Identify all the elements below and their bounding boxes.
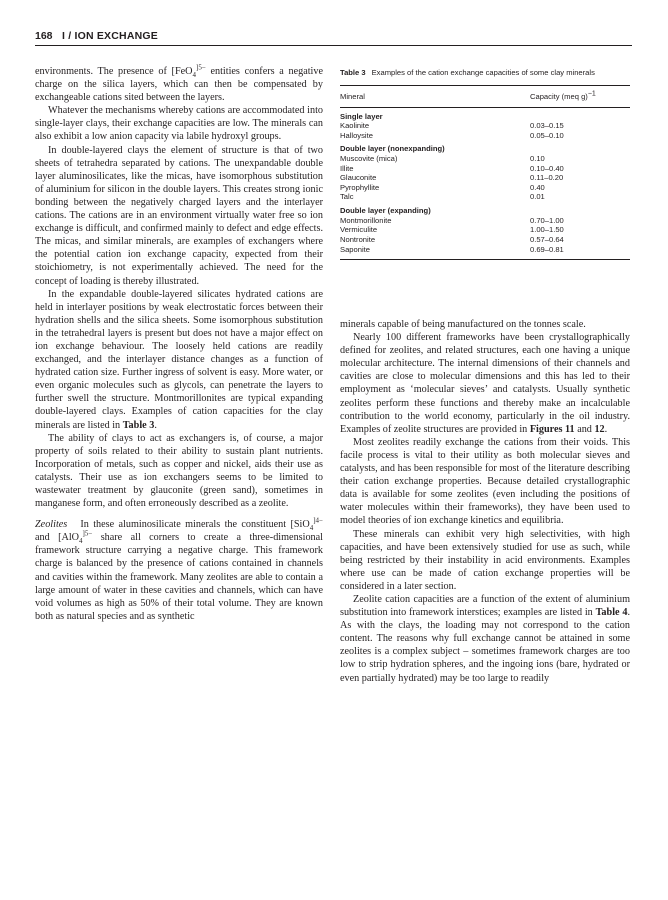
table-row [340, 216, 630, 226]
table-group-title: Double layer (expanding) [340, 206, 431, 216]
mineral-cell: Illite [340, 163, 354, 173]
table-3 [340, 68, 630, 260]
paragraph: Zeolite cation capacities are a function of the extent of aluminium substitution into framework interstices; examples are listed in Table 4. As with the clays, the loading may not correspond to the cation content. The reasons why full exchange cannot be attained in some zeolites is a complex subject – sometimes framework charges are too low to strip hydration spheres, and the ingoing ions (bare, hydrated or even partially hydrated) may be too large to readily [340, 593, 630, 684]
page-number: 168 [35, 30, 53, 42]
table-row [340, 154, 630, 164]
capacity-cell: 0.57–0.64 [530, 234, 564, 244]
table-row [340, 225, 630, 235]
mineral-cell: Muscovite (mica) [340, 154, 398, 164]
table-row [340, 173, 630, 183]
capacity-cell: 0.70–1.00 [530, 215, 564, 225]
capacity-cell: 0.10 [530, 154, 545, 164]
capacity-cell: 0.40 [530, 182, 545, 192]
zeolites-heading: Zeolites [35, 519, 68, 531]
right-column [340, 318, 630, 685]
capacity-cell: 0.11–0.20 [530, 173, 564, 183]
mineral-cell: Nontronite [340, 234, 376, 244]
paragraph: In double-layered clays the element of structure is that of two sheets of tetrahedra separated by cations. The unexpandable double layer aluminosilicates, like the micas, have isomorphous substitution of aluminium for silicon in the double layers. This creates strong ionic bonding between the negatively charged layers and the interlayer cations. The cations are in an environment virtually water free so ion exchange is difficult, and confirmed mainly to defect and edge effects. The micas, and similar minerals, are examples of exchangers where the potential cation ion exchange capacity, expected from their stoichiometry, is not experimentally achieved. The need for the concept of loading is thereby illustrated. [35, 144, 323, 287]
paragraph: environments. The presence of [FeO$_4^{]5-}$ entities confers a negative charge on the silica layers, which can then be compensated by exchangeable cations sited between the layers. [35, 63, 323, 104]
left-column [35, 65, 323, 623]
table-caption: Table 3 Examples of the cation exchange capacities of some clay minerals [340, 68, 595, 77]
mineral-cell: Talc [340, 192, 354, 202]
paragraph: Whatever the mechanisms whereby cations are accommodated into single-layer clays, their exchange capacities are low. The minerals can also exhibit a low anion capacity via labile hydroxyl groups. [35, 105, 323, 143]
figure-12-reference[interactable]: 12 [594, 423, 605, 435]
column-header-capacity: Capacity (meq g)$^{-1}$ [530, 89, 596, 101]
table-row [340, 131, 630, 141]
figure-11-reference[interactable]: Figures 11 [529, 423, 575, 435]
mineral-cell: Montmorillonite [340, 215, 392, 225]
table-header-row [340, 86, 630, 107]
mineral-cell: Halloysite [340, 130, 373, 140]
paragraph: minerals capable of being manufactured on the tonnes scale. [340, 319, 586, 330]
capacity-cell: 0.03–0.15 [530, 121, 564, 131]
table-bottom-rule [340, 259, 630, 260]
mineral-cell: Glauconite [340, 173, 377, 183]
capacity-cell: 0.01 [530, 192, 545, 202]
paragraph: The ability of clays to act as exchangers is, of course, a major property of soils related to their ability to sustain plant nutrients. Incorporation of metals, such as copper and nickel, aids their use as catalysts. Their use as ion exchangers seems to be limited to wastewater treatment by glauconite (green sand), sometimes in manganese form, and often erroneously described as a zeolite. [35, 432, 323, 510]
table-3-reference[interactable]: Table 3 [122, 419, 155, 431]
capacity-cell: 0.10–0.40 [530, 163, 564, 173]
table-row [340, 121, 630, 131]
table-row [340, 235, 630, 245]
header-rule [35, 45, 632, 46]
column-header-mineral: Mineral [340, 91, 365, 101]
table-label: Table 3 [340, 68, 366, 77]
capacity-cell: 1.00–1.50 [530, 225, 564, 235]
mineral-cell: Vermiculite [340, 225, 378, 235]
table-group-title: Double layer (nonexpanding) [340, 144, 445, 154]
table-row [340, 183, 630, 193]
paragraph: Nearly 100 different frameworks have been crystallographically defined for zeolites, and related structures, each one having a unique molecular architecture. The internal dimensions of their channels and cavities are close to molecular dimensions and this has led to their employment as ‘molecular sieves’ and catalysts. Usually synthetic zeolites perform these functions and thereby make an incalculable contribution to the world economy, particularly in the oil industry. Examples of zeolite structures are provided in Figures 11 and 12. [340, 332, 630, 435]
table-row [340, 245, 630, 255]
table-body [340, 112, 630, 255]
mineral-cell: Pyrophyllite [340, 182, 380, 192]
mineral-cell: Saponite [340, 244, 370, 254]
paragraph: In the expandable double-layered silicates hydrated cations are held in interlayer positions by weak electrostatic forces between their hydration shells and the silica sheets. Some isomorphous substitution in the tetrahedral layers is present but does not have a major effect on ion exchange behaviour. The loosely held cations are readily exchanged, and the interlayer distance changes as a function of hydrated cation size. Further ingress of solvent is easy. More water, or even organic molecules such as glycols, can penetrate the layers to further swell the structure. Montmorillonites are typical expanding double-layered clays. Examples of cation capacities for the clay minerals are listed in Table 3. [35, 288, 323, 431]
table-row [340, 192, 630, 202]
paragraph: Most zeolites readily exchange the cations from their voids. This facile process is vital to their utility as both molecular sieves and catalysts, and has been responsible for most of the literature describing their cation exchange properties. Because detailed crystallographic data is available for some zeolites (even including the positions of water molecules within their frameworks), they have been used to model theories of ion exchange kinetics and equilibria. [340, 436, 630, 527]
paragraph: Zeolites In these aluminosilicate minerals the constituent [SiO$_4^{]4-}$ and [AlO$_4^{]5-}$ share all corners to create a three-dimensional framework structure carrying a negative charge. This framework charge is balanced by the presence of cations contained in channels and cavities within the framework. Many zeolites are able to contain a large amount of water in these cavities and channels, which can have void volumes as high as 50% of their total volume. They are known both as natural species and as synthetic [35, 516, 323, 622]
capacity-cell: 0.05–0.10 [530, 130, 564, 140]
table-header-rule [340, 107, 630, 108]
capacity-cell: 0.69–0.81 [530, 244, 564, 254]
table-group-title: Single layer [340, 111, 383, 121]
running-title: I / ION EXCHANGE [62, 30, 158, 42]
table-row [340, 164, 630, 174]
paragraph: These minerals can exhibit very high selectivities, with high capacities, and have been extensively studied for use as such, while being restricted by their instability in acid environments. Examples where use can be made of cation exchange properties will be considered in a later section. [340, 528, 630, 592]
page-header [35, 30, 632, 48]
mineral-cell: Kaolinite [340, 121, 370, 131]
table-4-reference[interactable]: Table 4 [595, 607, 628, 619]
